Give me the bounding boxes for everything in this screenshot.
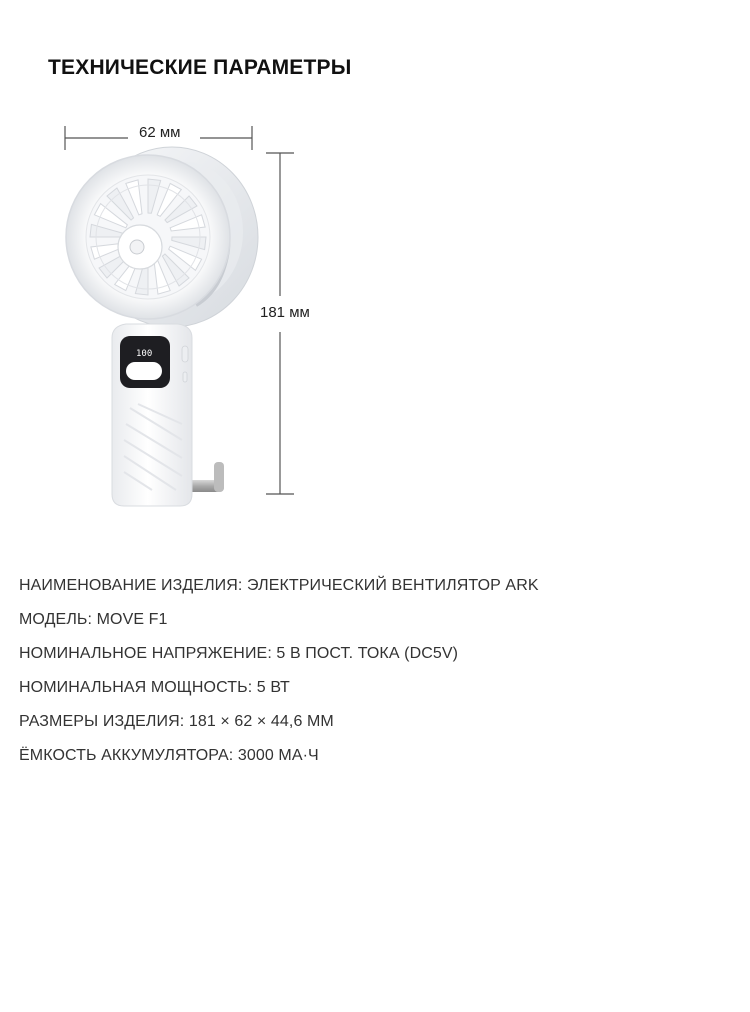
spec-dimensions: РАЗМЕРЫ ИЗДЕЛИЯ: 181 × 62 × 44,6 ММ — [19, 713, 334, 730]
height-dimension-line — [266, 153, 294, 494]
spec-rated-power: НОМИНАЛЬНАЯ МОЩНОСТЬ: 5 ВТ — [19, 679, 290, 696]
spec-rated-voltage: НОМИНАЛЬНОЕ НАПРЯЖЕНИЕ: 5 В ПОСТ. ТОКА (DC5V) — [19, 645, 459, 662]
display-reading: 100 — [136, 349, 153, 359]
spec-battery-capacity: ЁМКОСТЬ АККУМУЛЯТОРА: 3000 МА·Ч — [19, 747, 319, 764]
spec-list — [19, 576, 539, 780]
fan-head — [66, 147, 258, 327]
spec-model: МОДЕЛЬ: MOVE F1 — [19, 611, 168, 628]
height-dimension-label: 181 мм — [260, 304, 310, 321]
page-title: ТЕХНИЧЕСКИЕ ПАРАМЕТРЫ — [48, 56, 352, 79]
spec-product-name: НАИМЕНОВАНИЕ ИЗДЕЛИЯ: ЭЛЕКТРИЧЕСКИЙ ВЕНТИЛЯТОР ARK — [19, 577, 539, 594]
width-dimension-label: 62 мм — [139, 124, 181, 141]
